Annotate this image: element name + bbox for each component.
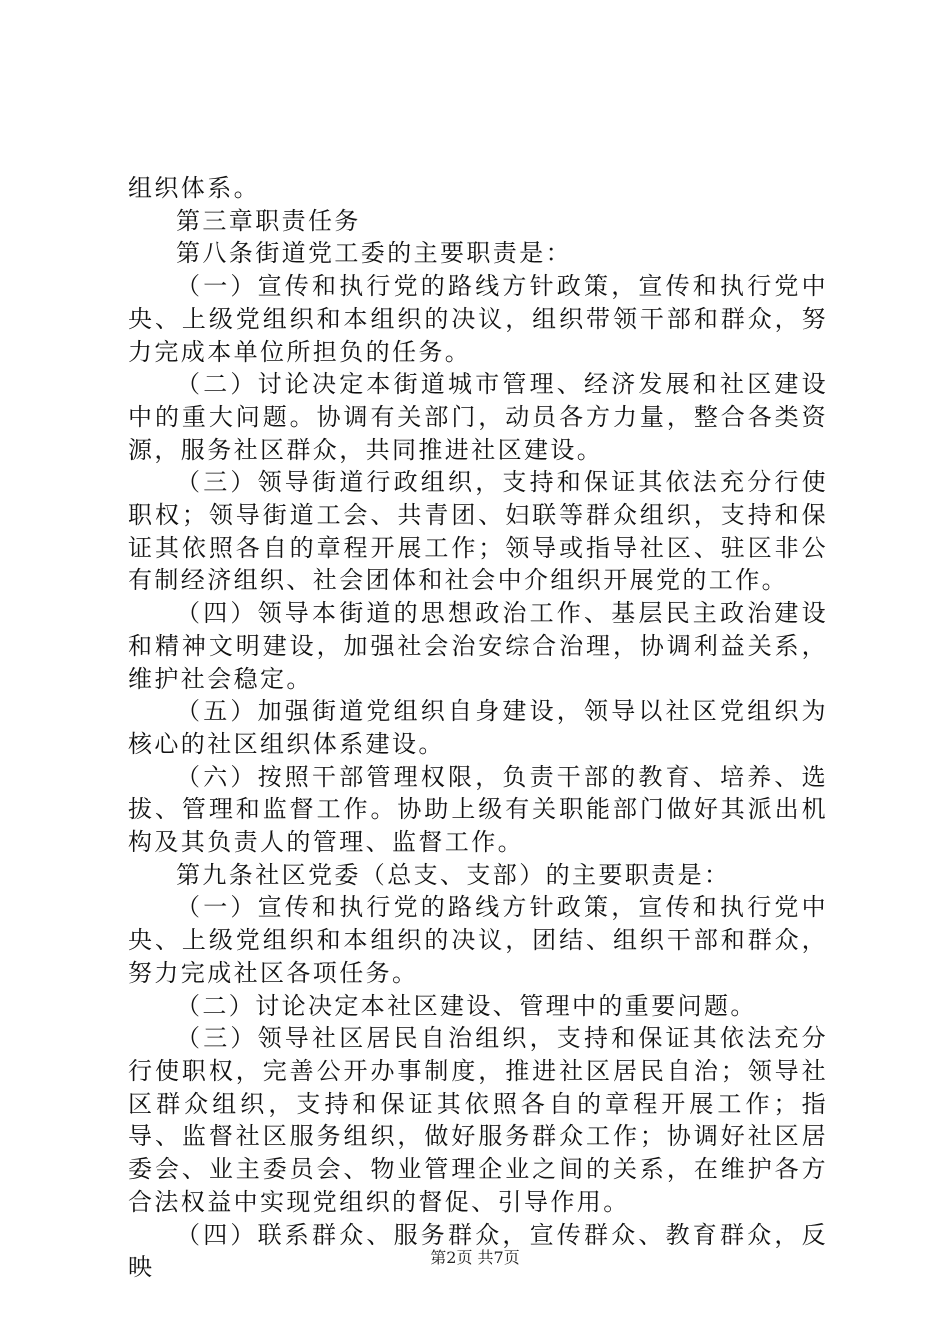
document-body: [128, 172, 828, 1284]
paragraph: （四）联系群众、服务群众，宣传群众、教育群众，反映: [128, 1220, 828, 1282]
paragraph: （一）宣传和执行党的路线方针政策，宣传和执行党中央、上级党组织和本组织的决议，团结、组织干部和群众，努力完成社区各项任务。: [128, 893, 828, 987]
paragraph: （二）讨论决定本社区建设、管理中的重要问题。: [176, 991, 757, 1020]
paragraph: （三）领导社区居民自治组织，支持和保证其依法充分行使职权，完善公开办事制度，推进社区居民自治；领导社区群众组织，支持和保证其依照各自的章程开展工作；指导、监督社区服务组织，做好服务群众工作；协调好社区居委会、业主委员会、物业管理企业之间的关系，在维护各方合法权益中实现党组织的督促、引导作用。: [128, 1024, 828, 1216]
paragraph: （三）领导街道行政组织，支持和保证其依法充分行使职权；领导街道工会、共青团、妇联等群众组织，支持和保证其依照各自的章程开展工作；领导或指导社区、驻区非公有制经济组织、社会团体和社会中介组织开展党的工作。: [128, 468, 828, 595]
chapter-heading: 第三章职责任务: [176, 206, 361, 235]
paragraph: （六）按照干部管理权限，负责干部的教育、培养、选拔、管理和监督工作。协助上级有关职能部门做好其派出机构及其负责人的管理、监督工作。: [128, 762, 828, 857]
paragraph: （二）讨论决定本街道城市管理、经济发展和社区建设中的重大问题。协调有关部门，动员各方力量，整合各类资源，服务社区群众，共同推进社区建设。: [128, 370, 828, 464]
paragraph-continuation: 组织体系。: [128, 174, 260, 202]
article-heading: 第九条社区党委（总支、支部）的主要职责是：: [176, 860, 731, 889]
page-number-footer: 第2页 共7页: [430, 1248, 520, 1267]
paragraph: （四）领导本街道的思想政治工作、基层民主政治建设和精神文明建设，加强社会治安综合治理，协调利益关系，维护社会稳定。: [128, 599, 828, 693]
paragraph: （一）宣传和执行党的路线方针政策，宣传和执行党中央、上级党组织和本组织的决议，组织带领干部和群众，努力完成本单位所担负的任务。: [128, 272, 828, 366]
article-heading: 第八条街道党工委的主要职责是：: [176, 239, 572, 268]
paragraph: （五）加强街道党组织自身建设，领导以社区党组织为核心的社区组织体系建设。: [128, 697, 828, 758]
